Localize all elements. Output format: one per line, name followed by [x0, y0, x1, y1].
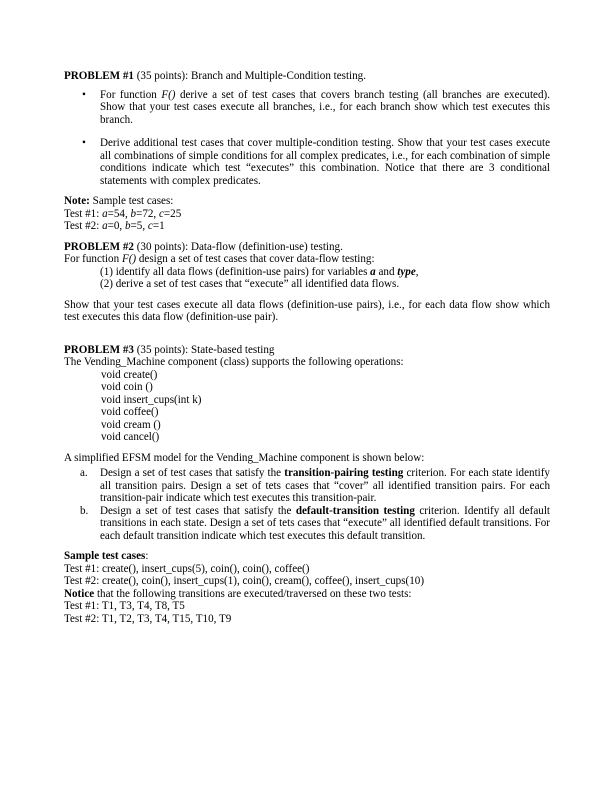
operation-item: void coin ()	[101, 381, 153, 393]
note-test-1	[64, 208, 550, 221]
problem-1-bullet-branch	[64, 89, 550, 127]
intro-text: For function	[64, 253, 122, 265]
notice-label: Notice	[64, 587, 95, 600]
operation-item: void coffee()	[101, 406, 159, 418]
sample-test-2: Test #2: create(), coin(), insert_cups(1), coin(), cream(), coffee(), insert_cups(10)	[64, 575, 425, 587]
note-test-2	[64, 220, 550, 233]
test-label: Test #1:	[64, 207, 103, 220]
problem-1-bullets	[64, 89, 550, 188]
bullet-text: Derive additional test cases that cover multiple-condition testing. Show that your test cases execute all combinations of simple conditions for all complex predicates, i.e., for each combination of simple conditions indicate which test “executes” this combination. Notice that there are 3 conditional statements with complex predicates.	[100, 137, 550, 187]
colon: :	[145, 550, 149, 562]
problem-3-heading	[64, 344, 550, 357]
criterion-name: transition-pairing testing	[284, 467, 404, 479]
efsm-model-text: A simplified EFSM model for the Vending_Machine component is shown below:	[64, 451, 425, 464]
function-name: F()	[161, 88, 176, 101]
task-text: Design a set of test cases that satisfy the	[100, 504, 296, 517]
item-text: and	[375, 265, 398, 278]
task-a	[64, 467, 550, 505]
problem-3-tasks	[64, 467, 550, 542]
task-text: criterion. For each state identify all transition pairs. Design a set of tets cases that “cover” all identified transition pairs. For each transition-pair indicate which test executes this transition-pair.	[100, 467, 550, 504]
sample-test-1: Test #1: create(), insert_cups(5), coin(), coin(), coffee()	[64, 562, 310, 575]
item-text: ,	[415, 265, 419, 278]
criterion-name: default-transition testing	[295, 504, 415, 517]
problem-1-heading	[64, 70, 550, 83]
bullet-text: For function	[100, 88, 162, 101]
note-text: Sample test cases:	[89, 195, 174, 207]
document-page	[64, 70, 550, 625]
task-text: Design a set of test cases that satisfy the	[100, 467, 285, 479]
bullet-text: derive a set of test cases that covers branch testing (all branches are executed). Show that your test cases execute all branches, i.e., for each branch show which test executes this branch.	[100, 88, 550, 126]
transitions-test-2: Test #2: T1, T2, T3, T4, T15, T10, T9	[64, 612, 232, 625]
value-a: =54,	[107, 207, 131, 220]
value-a: =0,	[107, 220, 125, 232]
problem-1-points: (35 points): Branch and Multiple-Condition testing.	[133, 70, 366, 82]
operation-item: void insert_cups(int k)	[101, 393, 202, 406]
var-a: a	[370, 265, 376, 278]
var-type: type	[397, 265, 416, 278]
notice-line	[64, 588, 550, 601]
problem-3-points: (35 points): State-based testing	[133, 343, 275, 356]
task-text: criterion. Identify all default transitions in each state. Design a set of tets cases that “execute” all identified default transitions. For each default transition indicate which test executes this default transition.	[100, 504, 551, 542]
problem-3-title: PROBLEM #3	[64, 343, 134, 356]
transitions-test-1: Test #1: T1, T3, T4, T8, T5	[64, 600, 185, 612]
problem-2-paragraph: Show that your test cases execute all data flows (definition-use pairs), i.e., for each data flow show which test executes this data flow (definition-use pair).	[64, 298, 550, 323]
value-b: =72,	[136, 207, 159, 220]
problem-3-intro: The Vending_Machine component (class) supports the following operations:	[64, 356, 404, 368]
test-label: Test #2:	[64, 220, 103, 232]
problem-2-heading	[64, 241, 550, 254]
var-c: c	[147, 220, 153, 232]
operation-item: void cancel()	[101, 431, 160, 443]
sample-tests-label: Sample test cases	[64, 550, 146, 562]
problem-2-points: (30 points): Data-flow (definition-use) testing.	[133, 240, 343, 253]
operations-list	[64, 369, 550, 444]
var-c: c	[158, 207, 164, 220]
value-b: =5,	[130, 220, 148, 232]
problem-1-bullet-multiple-condition	[64, 137, 550, 187]
problem-2-item-1	[64, 266, 550, 279]
operation-item: void cream ()	[101, 418, 161, 431]
note-label: Note:	[64, 195, 90, 207]
operation-item: void create()	[101, 368, 158, 381]
var-b: b	[130, 207, 137, 220]
sample-tests-heading	[64, 550, 550, 563]
value-c: =1	[152, 220, 165, 232]
task-marker: a.	[80, 467, 88, 479]
problem-1-title: PROBLEM #1	[64, 70, 134, 82]
var-a: a	[102, 220, 108, 232]
problem-2-item-2: (2) derive a set of test cases that “execute” all identified data flows.	[100, 278, 400, 290]
note-line	[64, 195, 550, 208]
task-marker: b.	[80, 504, 89, 517]
var-b: b	[124, 220, 131, 232]
intro-text: design a set of test cases that cover data-flow testing:	[136, 253, 375, 265]
function-name: F()	[121, 253, 137, 265]
problem-2-intro	[64, 253, 550, 266]
var-a: a	[102, 207, 108, 220]
problem-2-title: PROBLEM #2	[64, 240, 134, 253]
item-text: (1) identify all data flows (definition-use pairs) for variables	[100, 265, 371, 278]
value-c: =25	[163, 207, 182, 220]
task-b	[64, 505, 550, 543]
notice-text: that the following transitions are executed/traversed on these two tests:	[94, 587, 412, 600]
